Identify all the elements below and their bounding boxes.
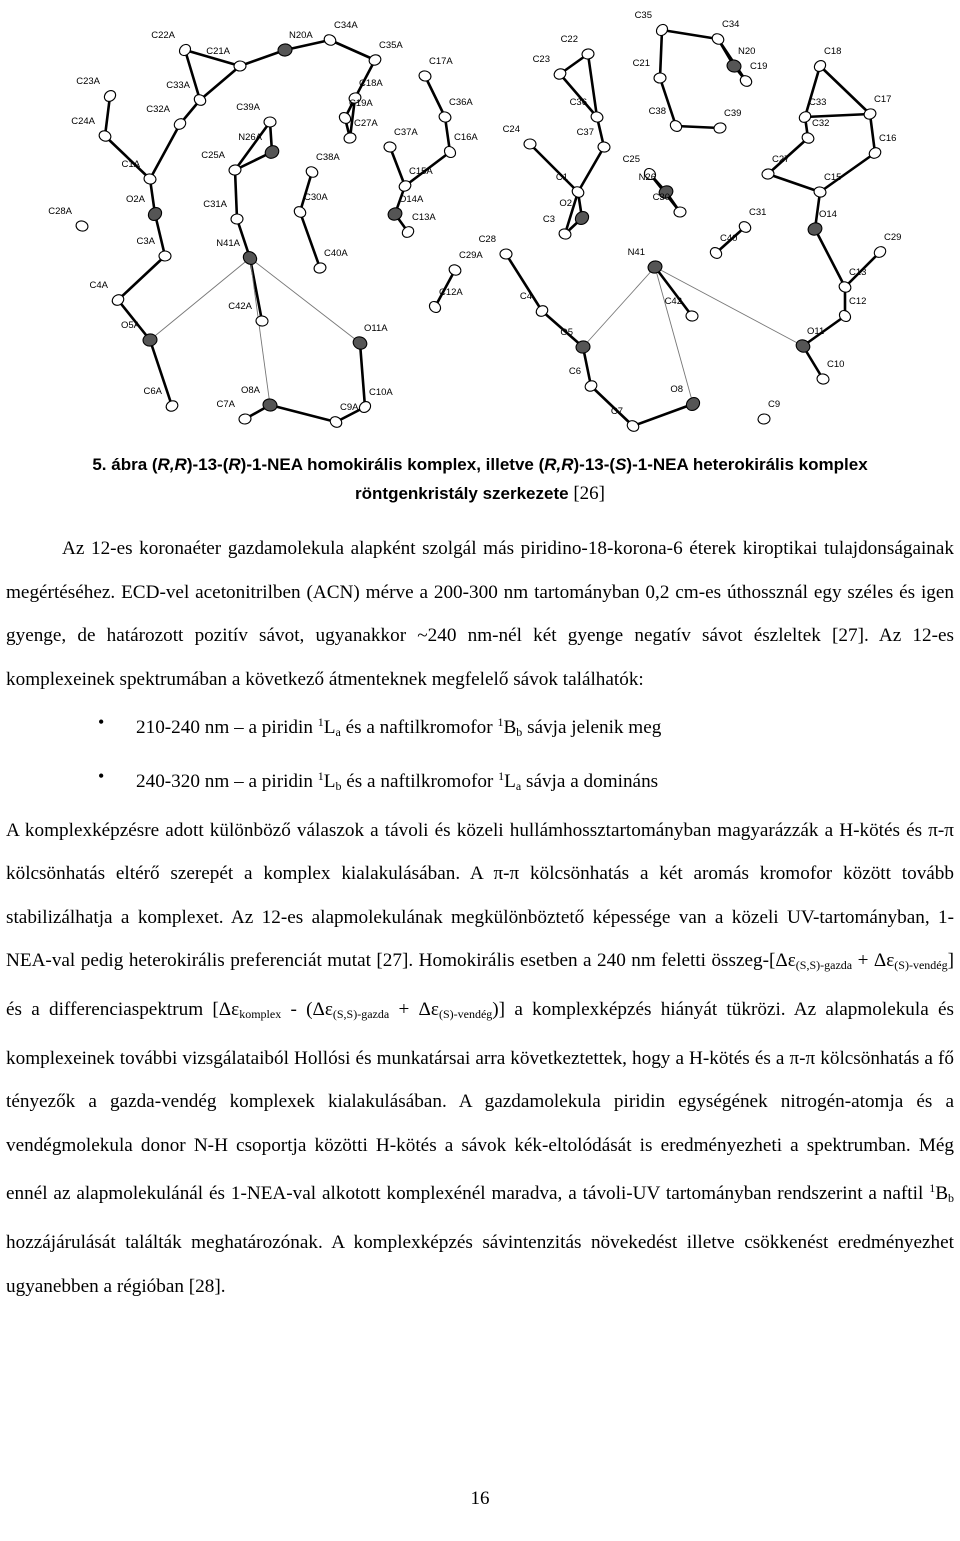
atom-ellipsoid <box>647 259 664 274</box>
atom-label: C34A <box>334 20 358 31</box>
atom-label: C10 <box>827 359 845 370</box>
bond <box>676 126 720 128</box>
atom-ellipsoid <box>668 118 684 133</box>
atom-label: C13A <box>412 212 436 223</box>
atom-ellipsoid <box>816 373 830 385</box>
atom-label: N41 <box>627 247 645 258</box>
atom-label: O2 <box>559 198 572 209</box>
bond <box>578 147 604 192</box>
atom-label: C17 <box>874 94 892 105</box>
atom-label: O2A <box>125 194 145 205</box>
atom-label: C33 <box>809 97 827 108</box>
bond <box>425 76 445 117</box>
atom-ellipsoid <box>277 43 293 57</box>
atom-label: C28A <box>48 206 72 217</box>
atom-ellipsoid <box>713 122 727 135</box>
atom-label: C33A <box>166 80 190 91</box>
atom-label: C23A <box>76 76 100 87</box>
bond <box>185 50 200 100</box>
atom-ellipsoid <box>418 70 432 82</box>
bond <box>360 343 365 407</box>
atom-label: C19 <box>750 61 768 72</box>
bond <box>300 212 320 268</box>
caption-line-1: 5. ábra (R,R)-13-(R)-1-NEA homokirális komplex, illetve (R,R)-13-(S)-1-NEA heterokirális komplex <box>92 455 868 474</box>
atom-label: C18A <box>359 78 383 89</box>
atom-label: N20A <box>289 30 313 41</box>
atom-label: C15 <box>824 172 842 183</box>
bond <box>150 124 180 179</box>
atom-ellipsoid <box>239 413 252 424</box>
atom-label: C24 <box>502 124 520 135</box>
bond <box>655 267 692 316</box>
bond <box>768 174 820 192</box>
atom-ellipsoid <box>383 141 396 152</box>
atom-ellipsoid <box>304 165 319 179</box>
atom-label: C22 <box>560 34 578 45</box>
atom-ellipsoid <box>328 415 343 430</box>
atom-label: C13 <box>849 267 867 278</box>
atom-label: N41A <box>216 238 240 249</box>
atom-ellipsoid <box>427 299 443 314</box>
atom-label: C10A <box>369 387 393 398</box>
atom-label: C37 <box>576 127 594 138</box>
atom-label: N20 <box>738 46 756 57</box>
atom-ellipsoid <box>367 53 382 67</box>
atom-ellipsoid <box>500 249 512 259</box>
atom-label: C27A <box>354 118 378 129</box>
atom-ellipsoid <box>400 224 416 239</box>
atom-label: C39A <box>236 102 260 113</box>
atom-label: O8A <box>240 385 260 396</box>
atom-ellipsoid <box>337 110 353 125</box>
atom-ellipsoid <box>686 310 699 321</box>
bond <box>390 147 405 186</box>
atom-ellipsoid <box>654 22 670 38</box>
atom-label: C39 <box>724 108 742 119</box>
bond <box>118 256 165 300</box>
caption-line-2: röntgenkristály szerkezete [26] <box>355 483 605 504</box>
atom-label: O14 <box>819 209 837 220</box>
bond <box>660 30 662 78</box>
atom-label: C9A <box>340 402 359 413</box>
atom-ellipsoid <box>357 399 373 414</box>
atom-label: O11A <box>364 323 388 334</box>
bond <box>200 66 240 100</box>
atom-label: C18 <box>824 46 842 57</box>
atom-ellipsoid <box>654 73 667 84</box>
atom-ellipsoid <box>684 395 702 413</box>
atom-label: C36A <box>449 97 473 108</box>
atom-label: C6A <box>143 386 162 397</box>
atom-label: C23 <box>532 54 550 65</box>
hydrogen-bond <box>250 258 360 343</box>
atom-ellipsoid <box>263 143 281 160</box>
transition-list <box>6 701 954 808</box>
bond <box>815 229 845 287</box>
atom-label: O5 <box>560 327 573 338</box>
bond <box>530 144 578 192</box>
bond <box>820 66 870 114</box>
atom-ellipsoid <box>597 141 610 152</box>
paragraph-1: Az 12-es koronaéter gazdamolekula alapként szolgál más piridino-18-korona-6 éterek kiroptikai tulajdonságainak megértéséhez. ECD-vel acetonitrilben (ACN) mérve a 200-300 nm tartományban 0,2 cm-es úthossznál egy széles és igen gyenge, de határozott pozitív sávot, ugyanakkor ~240 nm-nél két gyenge negatív sávot észleltek [27]. Az 12-es komplexeinek spektrumában a következő átmenteknek megfelelő sávok találhatók: <box>6 538 954 690</box>
atom-label: C3 <box>542 214 555 225</box>
bond <box>105 96 110 136</box>
list-item: • 240-320 nm – a piridin $^1L_b$ és a naftilkromofor $^1L_a$ sávja a domináns <box>6 755 954 809</box>
atom-label: C27 <box>772 154 790 165</box>
page-number: 16 <box>470 1488 490 1509</box>
atom-label: C29A <box>459 250 483 261</box>
atom-label: C1 <box>555 172 568 183</box>
atom-label: C35 <box>634 10 652 21</box>
atom-label: C24A <box>71 116 95 127</box>
atom-label: C34 <box>722 19 740 30</box>
atom-label: N26 <box>638 172 656 183</box>
atom-ellipsoid <box>581 48 594 60</box>
atom-ellipsoid <box>438 110 453 123</box>
heterochiral-complex-structure <box>479 10 902 433</box>
atom-ellipsoid <box>164 399 179 413</box>
atom-ellipsoid <box>102 88 118 103</box>
bond <box>805 114 870 117</box>
atom-label: C32 <box>812 118 830 129</box>
bond <box>870 114 875 153</box>
atom-label: C25 <box>622 154 640 165</box>
atom-label: C32A <box>146 104 170 115</box>
atom-label: C4A <box>89 280 108 291</box>
atom-label: C4 <box>519 291 532 302</box>
atom-label: C40 <box>720 233 738 244</box>
atom-label: C30A <box>304 192 328 203</box>
atom-ellipsoid <box>264 117 276 127</box>
atom-label: C36 <box>569 97 587 108</box>
atom-label: C37A <box>394 127 418 138</box>
atom-ellipsoid <box>146 205 164 223</box>
atom-ellipsoid <box>241 249 259 267</box>
atom-label: C15A <box>409 166 433 177</box>
atom-ellipsoid <box>674 207 687 218</box>
homochiral-complex-structure <box>48 20 483 429</box>
atom-ellipsoid <box>228 164 241 176</box>
atom-label: C7 <box>610 406 623 417</box>
atom-ellipsoid <box>448 263 463 277</box>
atom-label: C16 <box>879 133 897 144</box>
atom-label: C28 <box>478 234 496 245</box>
atom-label: C22A <box>151 30 175 41</box>
atom-ellipsoid <box>758 413 771 424</box>
atom-ellipsoid <box>710 32 725 47</box>
atom-label: O14A <box>399 194 424 205</box>
atom-ellipsoid <box>231 214 244 225</box>
atom-label: N26A <box>238 132 262 143</box>
atom-label: C7A <box>216 399 235 410</box>
bond <box>660 78 676 126</box>
atom-label: C3A <box>136 236 155 247</box>
atom-label: O8 <box>670 384 683 395</box>
atom-ellipsoid <box>313 262 327 275</box>
atom-ellipsoid <box>386 206 403 222</box>
figure-caption <box>0 450 960 508</box>
atom-label: C42A <box>228 301 252 312</box>
crystal-structure-figure <box>0 0 960 440</box>
paragraph-2: A komplexképzésre adott különböző válaszok a távoli és közeli hullámhossztartományban magyarázzák a H-kötés és π-π kölcsönhatás eltérő szerepét a komplex kialakulásában. A π-π kölcsönhatás a két aromás kromofor között tovább stabilizálhatja a komplexet. Az 12-es alapmolekulának megkülönböztető képessége van a közeli UV-tartományban, 1-NEA-val pedig heterokirális preferenciát mutat [27]. Homokirális esetben a 240 nm feletti összeg-$[\Delta\varepsilon_{(S,S)-gazda} + \Delta\varepsilon_{(S)-vendég}]$ és a differenciaspektrum $[\Delta\varepsilon_{komplex} - (\Delta\varepsilon_{(S,S)-gazda} + \Delta\varepsilon_{(S)-vendég})]$ a komplexképzés hiányát tükrözi. Az alapmolekula és komplexeinek további vizsgálataiból Hollósi és munkatársai arra következtettek, hogy a H-kötés és a π-π kölcsönhatás a fő tényezők a gazda-vendég komplexek kialakulásában. A gazdamolekula piridin egységének nitrogén-atomja és a vendégmolekula donor N-H csoportja közötti H-kötés a sávok kék-eltolódását is eredményezheti a spektrumban. Még ennél az alapmolekulánál és 1-NEA-val alkotott komplexénél maradva, a távoli-UV tartományban rendszerint a naftil $^1B_b$ hozzájárulását találták meghatározónak. A komplexképzés sávintenzitás növekedést illetve csökkenést eredményezhet ugyanebben a régióban [28]. <box>6 819 954 1297</box>
atom-label: C12 <box>849 296 867 307</box>
atom-label: C21 <box>632 58 650 69</box>
atom-label: C31 <box>749 207 767 218</box>
hydrogen-bond <box>583 267 655 347</box>
atom-label: C12A <box>439 287 463 298</box>
atom-ellipsoid <box>806 221 823 237</box>
ortep-structures <box>0 0 960 440</box>
atom-ellipsoid <box>322 33 337 48</box>
atom-label: C6 <box>568 366 581 377</box>
atom-label: C25A <box>201 150 225 161</box>
atom-ellipsoid <box>351 334 369 351</box>
list-item: • 210-240 nm – a piridin $^1L_a$ és a naftilkromofor $^1B_b$ sávja jelenik meg <box>6 701 954 755</box>
atom-label: C35A <box>379 40 403 51</box>
atom-ellipsoid <box>177 42 193 58</box>
bond <box>105 136 150 179</box>
bond <box>662 30 718 39</box>
atom-label: C38A <box>316 152 340 163</box>
atom-label: C1A <box>121 159 140 170</box>
atom-label: C17A <box>429 56 453 67</box>
atom-ellipsoid <box>234 61 247 72</box>
atom-label: C19A <box>349 98 373 109</box>
hydrogen-bond <box>250 258 270 405</box>
atom-label: O5A <box>120 320 140 331</box>
atom-label: O11 <box>807 326 825 337</box>
atom-label: C38 <box>648 106 666 117</box>
hydrogen-bond <box>150 258 250 340</box>
atom-label: C9 <box>768 399 781 410</box>
atom-label: C29 <box>884 232 902 243</box>
body-text <box>6 527 954 1308</box>
atom-label: C30 <box>652 192 670 203</box>
bond <box>235 170 237 219</box>
bond <box>270 405 336 422</box>
atom-ellipsoid <box>159 251 171 261</box>
atom-ellipsoid <box>262 398 278 412</box>
atom-label: C31A <box>203 199 227 210</box>
atom-ellipsoid <box>524 139 536 149</box>
atom-ellipsoid <box>75 219 89 232</box>
atom-label: C42 <box>664 296 682 307</box>
bond <box>506 254 542 311</box>
bond <box>633 404 693 426</box>
bond <box>805 66 820 117</box>
atom-ellipsoid <box>256 315 269 326</box>
atom-label: C21A <box>206 46 230 57</box>
atom-ellipsoid <box>292 205 308 220</box>
bond <box>330 40 375 60</box>
atom-ellipsoid <box>797 109 813 124</box>
atom-label: C16A <box>454 132 478 143</box>
caption-reference: [26] <box>573 483 605 504</box>
atom-label: C40A <box>324 248 348 259</box>
atom-ellipsoid <box>343 132 357 145</box>
